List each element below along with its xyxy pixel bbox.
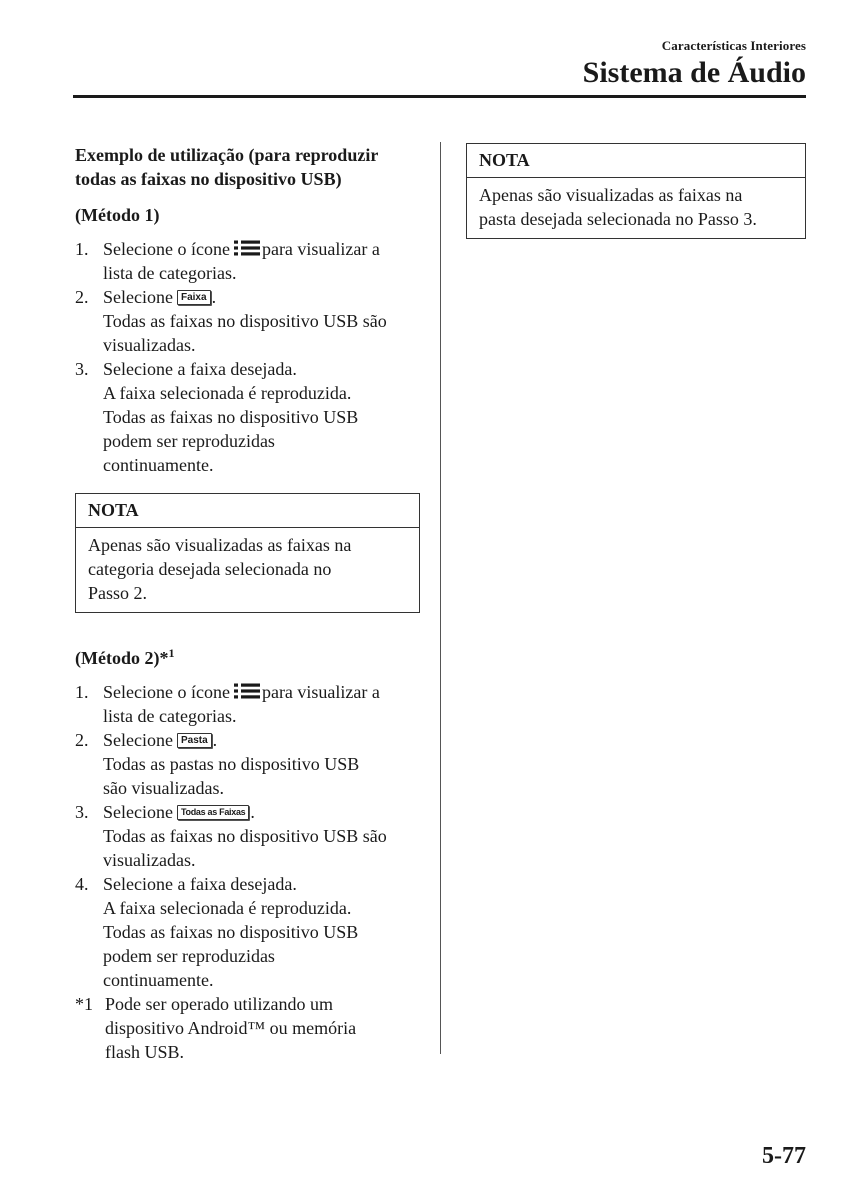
note-title: NOTA [467,144,805,178]
header-rule [73,95,806,98]
pasta-button: Pasta [177,733,212,748]
list-icon [234,240,260,256]
note-box [466,143,806,239]
faixa-button: Faixa [177,290,211,305]
method-2-steps [75,680,420,992]
page-title: Sistema de Áudio [582,56,806,89]
page-number: 5-77 [762,1143,806,1169]
note-body: Apenas são visualizadas as faixas na categoria desejada selecionada no Passo 2. [88,535,352,603]
footnote: *1 Pode ser operado utilizando um dispositivo Android™ ou memória flash USB. [75,994,357,1062]
section-label: Características Interiores [661,38,806,53]
list-item: 1. Selecione o ícone para visualizar a lista de categorias. [75,682,380,726]
method-1-label: (Método 1) [75,205,160,225]
section-heading: Exemplo de utilização (para reproduzir todas as faixas no dispositivo USB) [75,145,379,189]
method-2-label: (Método 2)*$^1$ [75,646,175,668]
list-item: 3. Selecione a faixa desejada. A faixa selecionada é reproduzida. Todas as faixas no dispositivo USB podem ser reproduzidas continuamente. [75,359,359,475]
list-item: 4. Selecione a faixa desejada. A faixa selecionada é reproduzida. Todas as faixas no dispositivo USB podem ser reproduzidas continuamente. [75,874,359,990]
list-icon [234,683,260,699]
note-box [75,493,420,613]
list-item: 2. Selecione Pasta . Todas as pastas no dispositivo USB são visualizadas. [75,730,360,798]
note-body: Apenas são visualizadas as faixas na pasta desejada selecionada no Passo 3. [479,185,757,229]
todas-as-faixas-button: Todas as Faixas [177,805,249,820]
note-title: NOTA [76,494,419,528]
left-column [75,143,420,1064]
method-1-steps [75,237,420,477]
list-item: 3. Selecione Todas as Faixas . Todas as faixas no dispositivo USB são visualizadas. [75,802,387,870]
right-column [466,143,806,239]
list-item: 2. Selecione Faixa . Todas as faixas no dispositivo USB são visualizadas. [75,287,387,355]
list-item: 1. Selecione o ícone para visualizar a lista de categorias. [75,239,380,283]
column-divider [440,142,441,1054]
